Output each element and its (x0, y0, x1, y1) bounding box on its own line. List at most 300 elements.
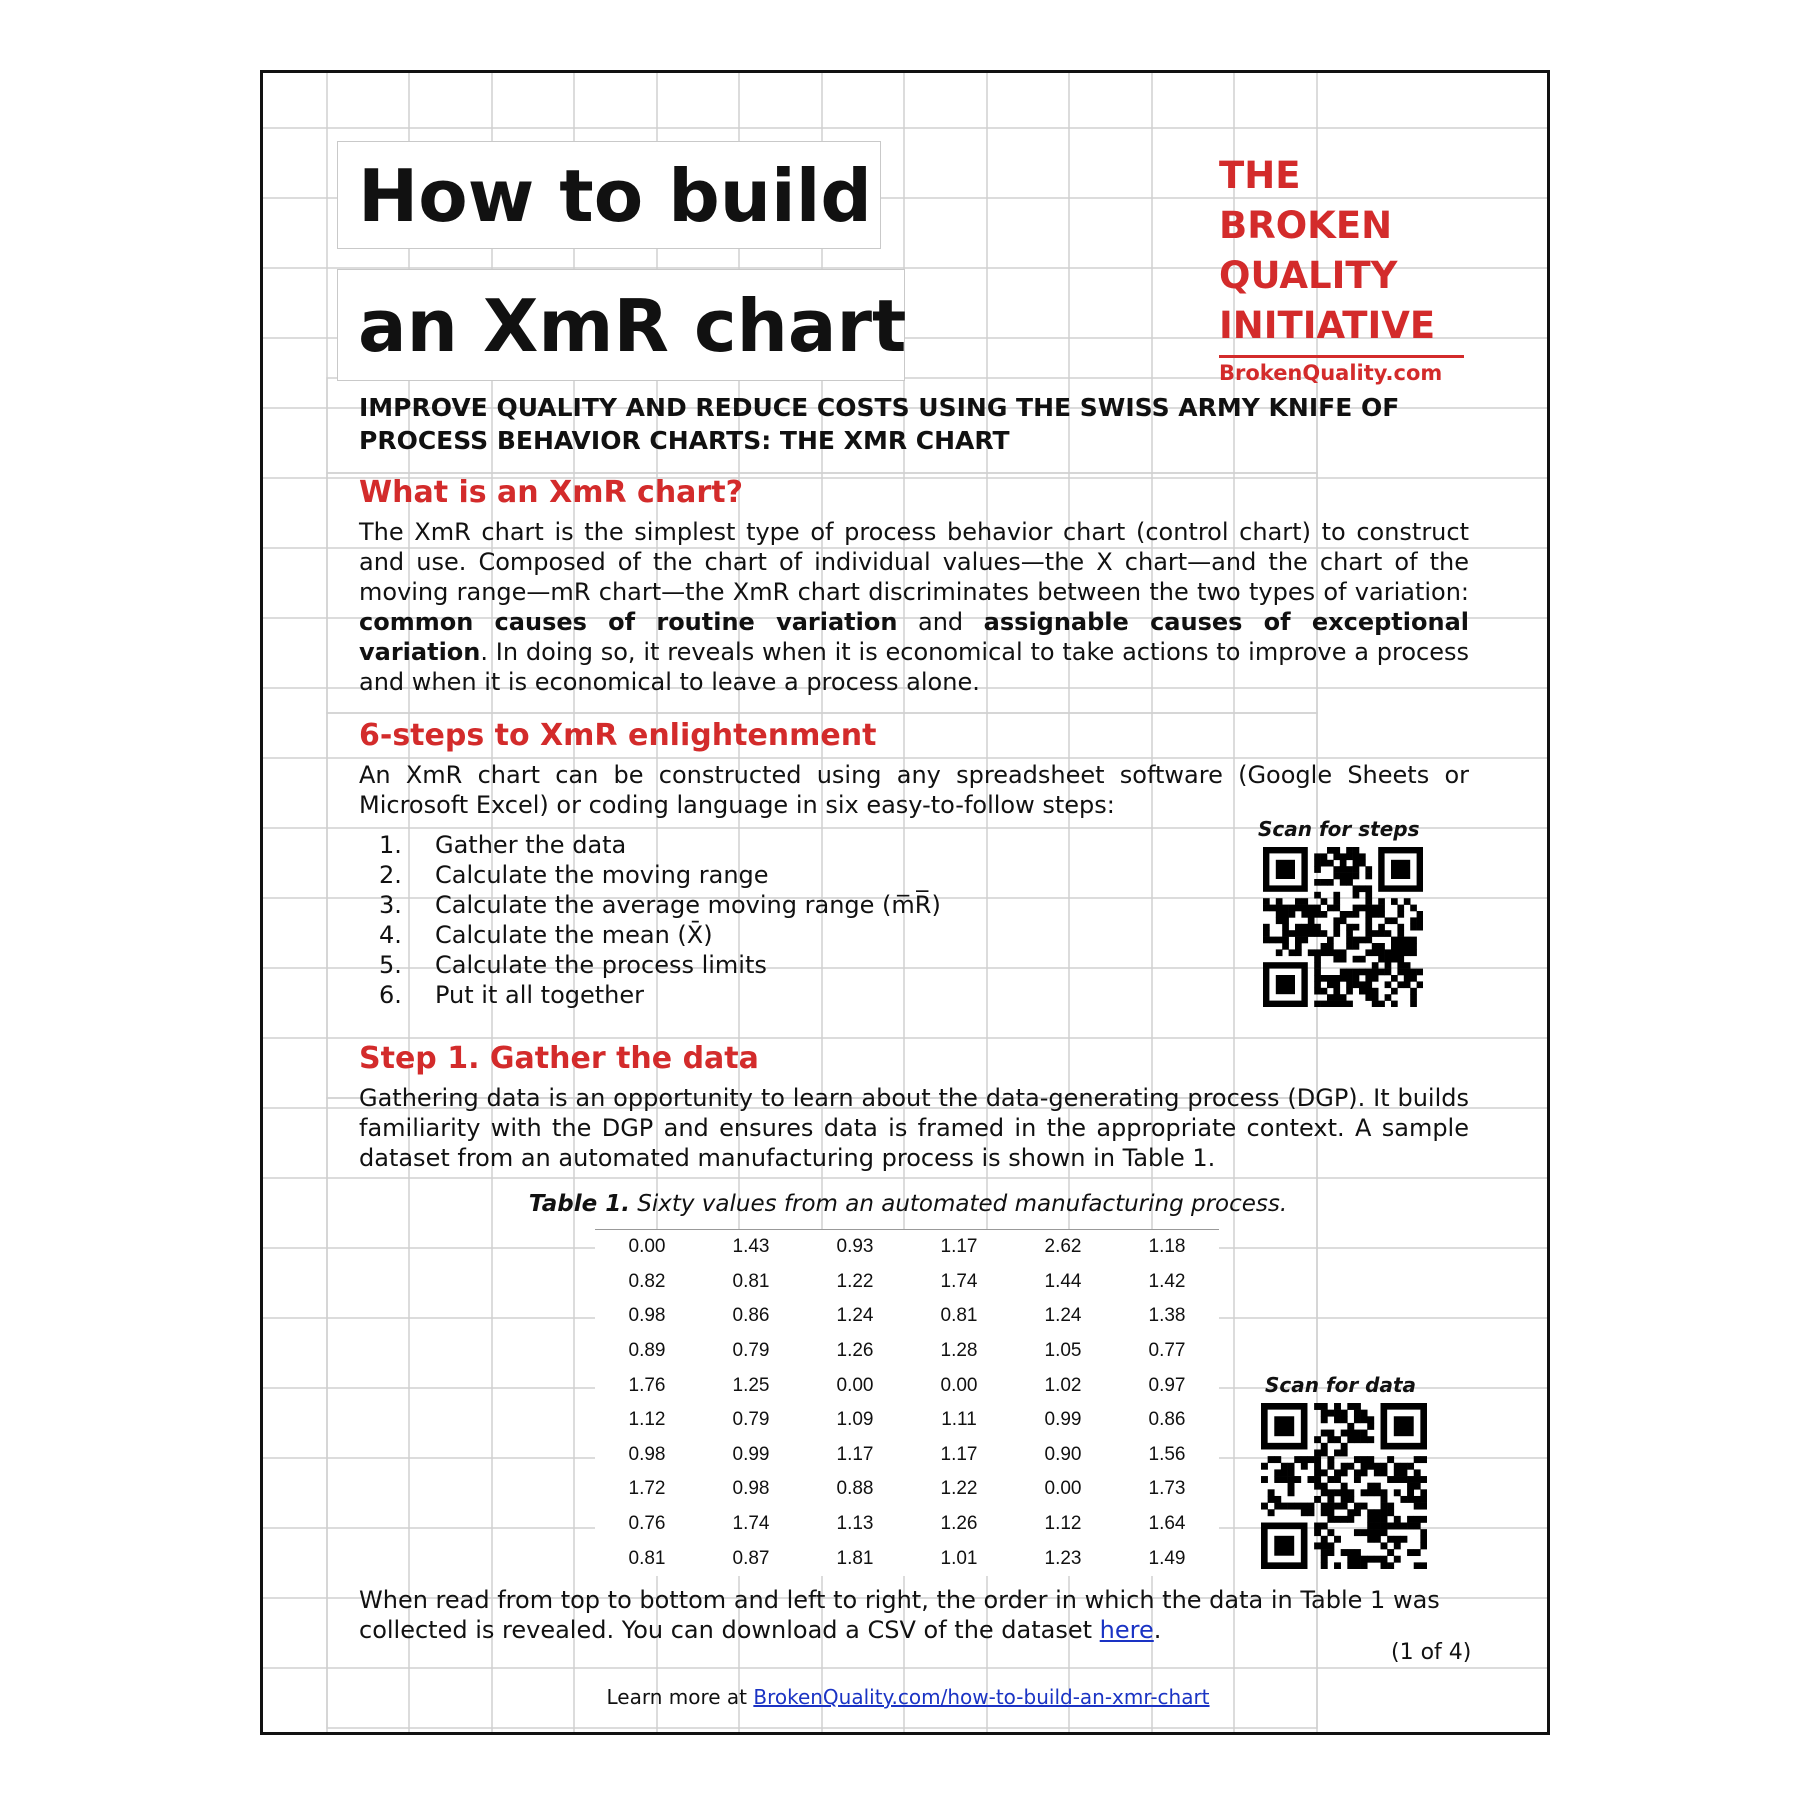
qr-module (1378, 911, 1385, 918)
qr-module (1295, 924, 1302, 931)
qr-module (1263, 937, 1270, 944)
table-cell: 1.02 (1011, 1368, 1115, 1403)
qr-module (1414, 1523, 1421, 1530)
qr-module (1394, 1469, 1401, 1476)
qr-finder (1391, 860, 1410, 879)
qr-module (1361, 1463, 1368, 1470)
qr-module (1374, 1556, 1381, 1563)
qr-module (1374, 1483, 1381, 1490)
qr-module (1394, 1523, 1401, 1530)
qr-module (1340, 879, 1347, 886)
qr-module (1341, 1469, 1348, 1476)
qr-module (1268, 1489, 1275, 1496)
qr-module (1381, 1489, 1388, 1496)
qr-module (1314, 879, 1321, 886)
qr-module (1321, 1430, 1328, 1437)
qr-module (1385, 930, 1392, 937)
qr-module (1314, 1523, 1321, 1530)
qr-module (1365, 988, 1372, 995)
qr-module (1301, 1463, 1308, 1470)
qr-module (1314, 1542, 1321, 1549)
qr-module (1397, 905, 1404, 912)
qr-module (1374, 1489, 1381, 1496)
body-text: The XmR chart is the simplest type of process behavior chart (control chart) to construct and use. Composed of the chart of individual values—the X chart—and the chart of the moving range—mR chart—the XmR chart discriminates between the two types of variation: (359, 518, 1469, 606)
qr-module (1321, 898, 1328, 905)
qr-module (1414, 1456, 1421, 1463)
table-cell: 0.81 (907, 1299, 1011, 1334)
table-cell: 1.11 (907, 1403, 1011, 1438)
qr-module (1321, 1416, 1328, 1423)
qr-module (1301, 898, 1308, 905)
qr-module (1321, 860, 1328, 867)
table-cell: 1.12 (1011, 1507, 1115, 1542)
qr-module (1365, 873, 1372, 880)
qr-module (1282, 905, 1289, 912)
qr-module (1274, 1503, 1281, 1510)
qr-module (1365, 917, 1372, 924)
step-number: 3. (379, 891, 402, 919)
qr-module (1263, 898, 1270, 905)
page-number: (1 of 4) (1391, 1640, 1472, 1665)
qr-module (1359, 969, 1366, 976)
qr-module (1327, 1509, 1334, 1516)
qr-module (1353, 853, 1360, 860)
qr-module (1391, 898, 1398, 905)
qr-module (1347, 1436, 1354, 1443)
qr-module (1414, 1476, 1421, 1483)
qr-module (1367, 1556, 1374, 1563)
subtitle: IMPROVE QUALITY AND REDUCE COSTS USING THE SWISS ARMY KNIFE OF PROCESS BEHAVIOR CHARTS: THE XMR CHART (359, 393, 1400, 455)
qr-module (1381, 1496, 1388, 1503)
body-bold: common causes of routine variation (359, 608, 898, 636)
qr-module (1381, 1503, 1388, 1510)
section-what-is (359, 475, 1469, 697)
qr-module (1308, 911, 1315, 918)
qr-module (1341, 1516, 1348, 1523)
qr-module (1387, 1549, 1394, 1556)
qr-module (1340, 911, 1347, 918)
qr-module (1346, 879, 1353, 886)
qr-module (1410, 994, 1417, 1001)
qr-module (1327, 860, 1334, 867)
qr-module (1354, 1469, 1361, 1476)
table-cell: 0.86 (1115, 1403, 1219, 1438)
qr-module (1417, 969, 1423, 976)
qr-module (1289, 949, 1296, 956)
qr-module (1321, 1562, 1328, 1569)
qr-module (1420, 1503, 1427, 1510)
qr-module (1394, 1476, 1401, 1483)
qr-module (1365, 924, 1372, 931)
qr-module (1321, 1403, 1328, 1410)
qr-module (1400, 1536, 1407, 1543)
qr-module (1327, 1436, 1334, 1443)
qr-module (1387, 1562, 1394, 1569)
qr-module (1346, 911, 1353, 918)
qr-module (1381, 1556, 1388, 1563)
qr-module (1274, 1476, 1281, 1483)
step-number: 2. (379, 861, 402, 889)
table-cell: 0.76 (595, 1507, 699, 1542)
qr-module (1354, 1416, 1361, 1423)
qr-module (1307, 1503, 1314, 1510)
table-cell: 1.26 (803, 1334, 907, 1369)
table-cell: 0.79 (699, 1334, 803, 1369)
qr-module (1307, 1476, 1314, 1483)
qr-module (1340, 866, 1347, 873)
qr-module (1394, 1489, 1401, 1496)
qr-module (1321, 975, 1328, 982)
qr-module (1359, 905, 1366, 912)
brand-site[interactable]: BrokenQuality.com (1219, 355, 1464, 385)
qr-module (1353, 937, 1360, 944)
table-cell: 1.56 (1115, 1438, 1219, 1473)
qr-module (1361, 1430, 1368, 1437)
qr-module (1314, 911, 1321, 918)
qr-module (1314, 949, 1321, 956)
qr-module (1420, 1496, 1427, 1503)
qr-module (1359, 956, 1366, 963)
qr-module (1333, 924, 1340, 931)
qr-module (1410, 943, 1417, 950)
table-cell: 0.97 (1115, 1368, 1219, 1403)
qr-module (1404, 943, 1411, 950)
qr-module (1404, 975, 1411, 982)
table-row (595, 1507, 1219, 1542)
closing-paragraph (359, 1585, 1469, 1645)
qr-module (1321, 1523, 1328, 1530)
qr-module (1321, 1469, 1328, 1476)
qr-module (1372, 969, 1379, 976)
qr-module (1327, 847, 1334, 854)
qr-module (1341, 1443, 1348, 1450)
qr-module (1410, 1001, 1417, 1007)
qr-module (1420, 1536, 1427, 1543)
qr-module (1367, 1529, 1374, 1536)
qr-module (1367, 1516, 1374, 1523)
table-cell: 0.98 (699, 1472, 803, 1507)
qr-module (1288, 1489, 1295, 1496)
qr-module (1276, 949, 1283, 956)
qr-module (1327, 943, 1334, 950)
qr-module (1354, 1556, 1361, 1563)
qr-module (1372, 988, 1379, 995)
footer-link[interactable]: BrokenQuality.com/how-to-build-an-xmr-chart (753, 1685, 1210, 1709)
qr-code-data[interactable] (1261, 1403, 1427, 1569)
table-cell: 1.17 (907, 1438, 1011, 1473)
qr-module (1321, 911, 1328, 918)
qr-module (1420, 1489, 1427, 1496)
qr-code-steps[interactable] (1263, 847, 1423, 1007)
qr-module (1353, 873, 1360, 880)
qr-module (1314, 988, 1321, 995)
qr-module (1410, 917, 1417, 924)
qr-module (1410, 988, 1417, 995)
section-body (359, 517, 1469, 697)
qr-module (1276, 905, 1283, 912)
qr-module (1333, 975, 1340, 982)
qr-module (1367, 1523, 1374, 1530)
title-box-1 (337, 141, 881, 249)
qr-module (1365, 911, 1372, 918)
qr-module (1314, 1529, 1321, 1536)
table-cell: 1.72 (595, 1472, 699, 1507)
qr-module (1353, 956, 1360, 963)
qr-module (1333, 898, 1340, 905)
qr-module (1333, 866, 1340, 873)
table-cell: 1.43 (699, 1230, 803, 1265)
table-cell: 1.74 (907, 1265, 1011, 1300)
qr-module (1374, 1523, 1381, 1530)
qr-module (1400, 1469, 1407, 1476)
qr-module (1333, 892, 1340, 899)
qr-module (1391, 1001, 1398, 1007)
qr-module (1327, 1430, 1334, 1437)
qr-module (1321, 1489, 1328, 1496)
qr-module (1314, 962, 1321, 969)
qr-module (1346, 847, 1353, 854)
qr-module (1341, 1410, 1348, 1417)
qr-module (1341, 1416, 1348, 1423)
qr-module (1295, 898, 1302, 905)
qr-module (1334, 1516, 1341, 1523)
qr-module (1410, 905, 1417, 912)
qr-module (1353, 866, 1360, 873)
qr-module (1327, 1542, 1334, 1549)
qr-module (1407, 1476, 1414, 1483)
qr-module (1385, 994, 1392, 1001)
qr-module (1321, 1443, 1328, 1450)
table-cell: 0.99 (699, 1438, 803, 1473)
qr-module (1294, 1476, 1301, 1483)
qr-module (1321, 949, 1328, 956)
qr-module (1321, 1449, 1328, 1456)
qr-module (1268, 1496, 1275, 1503)
qr-module (1367, 1416, 1374, 1423)
qr-module (1321, 1542, 1328, 1549)
qr-module (1372, 994, 1379, 1001)
qr-module (1387, 1476, 1394, 1483)
qr-module (1346, 988, 1353, 995)
qr-module (1365, 892, 1372, 899)
qr-module (1354, 1403, 1361, 1410)
qr-module (1391, 917, 1398, 924)
qr-module (1385, 969, 1392, 976)
qr-module (1420, 1529, 1427, 1536)
qr-module (1359, 885, 1366, 892)
qr-module (1361, 1529, 1368, 1536)
qr-module (1301, 1509, 1308, 1516)
qr-module (1365, 975, 1372, 982)
csv-download-link[interactable]: here (1099, 1616, 1154, 1644)
table-cell: 1.28 (907, 1334, 1011, 1369)
qr-module (1347, 1556, 1354, 1563)
qr-module (1374, 1529, 1381, 1536)
qr-module (1333, 949, 1340, 956)
qr-module (1404, 898, 1411, 905)
qr-module (1281, 1503, 1288, 1510)
qr-module (1347, 1509, 1354, 1516)
qr-module (1354, 1456, 1361, 1463)
table-cell: 1.22 (907, 1472, 1011, 1507)
qr-module (1374, 1469, 1381, 1476)
qr-module (1394, 1556, 1401, 1563)
qr-module (1372, 962, 1379, 969)
table-cell: 1.38 (1115, 1299, 1219, 1334)
qr-module (1365, 981, 1372, 988)
qr-module (1282, 924, 1289, 931)
qr-module (1334, 1469, 1341, 1476)
qr-module (1365, 898, 1372, 905)
section-heading: Step 1. Gather the data (359, 1041, 759, 1076)
qr-module (1365, 905, 1372, 912)
table-cell: 0.77 (1115, 1334, 1219, 1369)
table-cell: 0.93 (803, 1230, 907, 1265)
section-intro: An XmR chart can be constructed using any spreadsheet software (Google Sheets or Microsoft Excel) or coding language in six easy-to-follow steps: (359, 761, 1469, 819)
qr-module (1334, 1536, 1341, 1543)
qr-module (1397, 969, 1404, 976)
qr-module (1346, 866, 1353, 873)
qr-module (1334, 1410, 1341, 1417)
qr-module (1381, 1542, 1388, 1549)
qr-module (1327, 937, 1334, 944)
qr-module (1404, 969, 1411, 976)
qr-module (1361, 1416, 1368, 1423)
qr-module (1372, 975, 1379, 982)
qr-module (1314, 866, 1321, 873)
qr-module (1359, 988, 1366, 995)
qr-module (1372, 1001, 1379, 1007)
table-cell: 1.13 (803, 1507, 907, 1542)
qr-module (1289, 905, 1296, 912)
qr-module (1321, 988, 1328, 995)
brand-line-1: THE (1219, 154, 1301, 197)
qr-module (1385, 962, 1392, 969)
table-row (595, 1230, 1219, 1265)
qr-module (1353, 860, 1360, 867)
qr-module (1288, 1469, 1295, 1476)
table-cell: 1.24 (1011, 1299, 1115, 1334)
qr-module (1407, 1463, 1414, 1470)
qr-module (1353, 975, 1360, 982)
qr-module (1361, 1456, 1368, 1463)
qr-module (1359, 860, 1366, 867)
qr-module (1327, 949, 1334, 956)
qr-module (1282, 917, 1289, 924)
data-table (595, 1229, 1219, 1576)
table-cell: 1.01 (907, 1541, 1011, 1576)
qr-module (1367, 1483, 1374, 1490)
qr-module (1397, 930, 1404, 937)
qr-module (1400, 1463, 1407, 1470)
qr-module (1333, 917, 1340, 924)
qr-module (1397, 924, 1404, 931)
qr-module (1354, 1509, 1361, 1516)
qr-module (1295, 937, 1302, 944)
qr-module (1378, 969, 1385, 976)
footer-prefix: Learn more at (606, 1685, 754, 1709)
table-cell: 0.79 (699, 1403, 803, 1438)
qr-module (1378, 924, 1385, 931)
table-cell: 1.76 (595, 1368, 699, 1403)
qr-module (1365, 937, 1372, 944)
qr-module (1263, 930, 1270, 937)
brand-logo (1219, 151, 1464, 385)
table-row (595, 1299, 1219, 1334)
qr-module (1327, 975, 1334, 982)
qr-module (1414, 1549, 1421, 1556)
qr-module (1410, 975, 1417, 982)
qr-module (1295, 943, 1302, 950)
qr-module (1346, 981, 1353, 988)
qr-module (1340, 969, 1347, 976)
table-cell: 1.44 (1011, 1265, 1115, 1300)
qr-module (1327, 1456, 1334, 1463)
qr-module (1372, 911, 1379, 918)
qr-module (1347, 1549, 1354, 1556)
qr-module (1314, 853, 1321, 860)
table-caption (263, 1191, 1550, 1217)
qr-finder (1276, 975, 1295, 994)
qr-module (1307, 1509, 1314, 1516)
qr-module (1333, 853, 1340, 860)
qr-module (1327, 1463, 1334, 1470)
step-text: Put it all together (435, 981, 645, 1009)
qr-module (1367, 1509, 1374, 1516)
step-number: 1. (379, 831, 402, 859)
qr-module (1314, 1001, 1321, 1007)
table-cell: 0.00 (595, 1230, 699, 1265)
qr-module (1361, 1436, 1368, 1443)
qr-module (1404, 981, 1411, 988)
qr-module (1387, 1523, 1394, 1530)
qr-module (1347, 1423, 1354, 1430)
qr-module (1347, 1562, 1354, 1569)
qr-module (1359, 937, 1366, 944)
table-cell: 0.00 (803, 1368, 907, 1403)
qr-module (1346, 975, 1353, 982)
qr-module (1367, 1489, 1374, 1496)
qr-module (1282, 937, 1289, 944)
qr-module (1301, 905, 1308, 912)
step-number: 5. (379, 951, 402, 979)
qr-module (1417, 911, 1423, 918)
qr-module (1301, 930, 1308, 937)
table-row (595, 1438, 1219, 1473)
section-heading: 6-steps to XmR enlightenment (359, 718, 877, 753)
qr-module (1378, 956, 1385, 963)
qr-module (1282, 911, 1289, 918)
qr-module (1307, 1456, 1314, 1463)
qr-module (1341, 1449, 1348, 1456)
qr-module (1361, 1503, 1368, 1510)
qr-module (1361, 1556, 1368, 1563)
qr-module (1391, 988, 1398, 995)
qr-module (1353, 847, 1360, 854)
table-cell: 1.12 (595, 1403, 699, 1438)
qr-module (1321, 1536, 1328, 1543)
qr-module (1367, 1423, 1374, 1430)
qr-module (1314, 1476, 1321, 1483)
qr-module (1301, 1456, 1308, 1463)
qr-module (1314, 892, 1321, 899)
qr-module (1353, 924, 1360, 931)
table-caption-text: Sixty values from an automated manufacturing process. (629, 1191, 1288, 1217)
qr-finder (1394, 1416, 1414, 1436)
qr-module (1288, 1483, 1295, 1490)
qr-module (1281, 1469, 1288, 1476)
qr-module (1378, 943, 1385, 950)
